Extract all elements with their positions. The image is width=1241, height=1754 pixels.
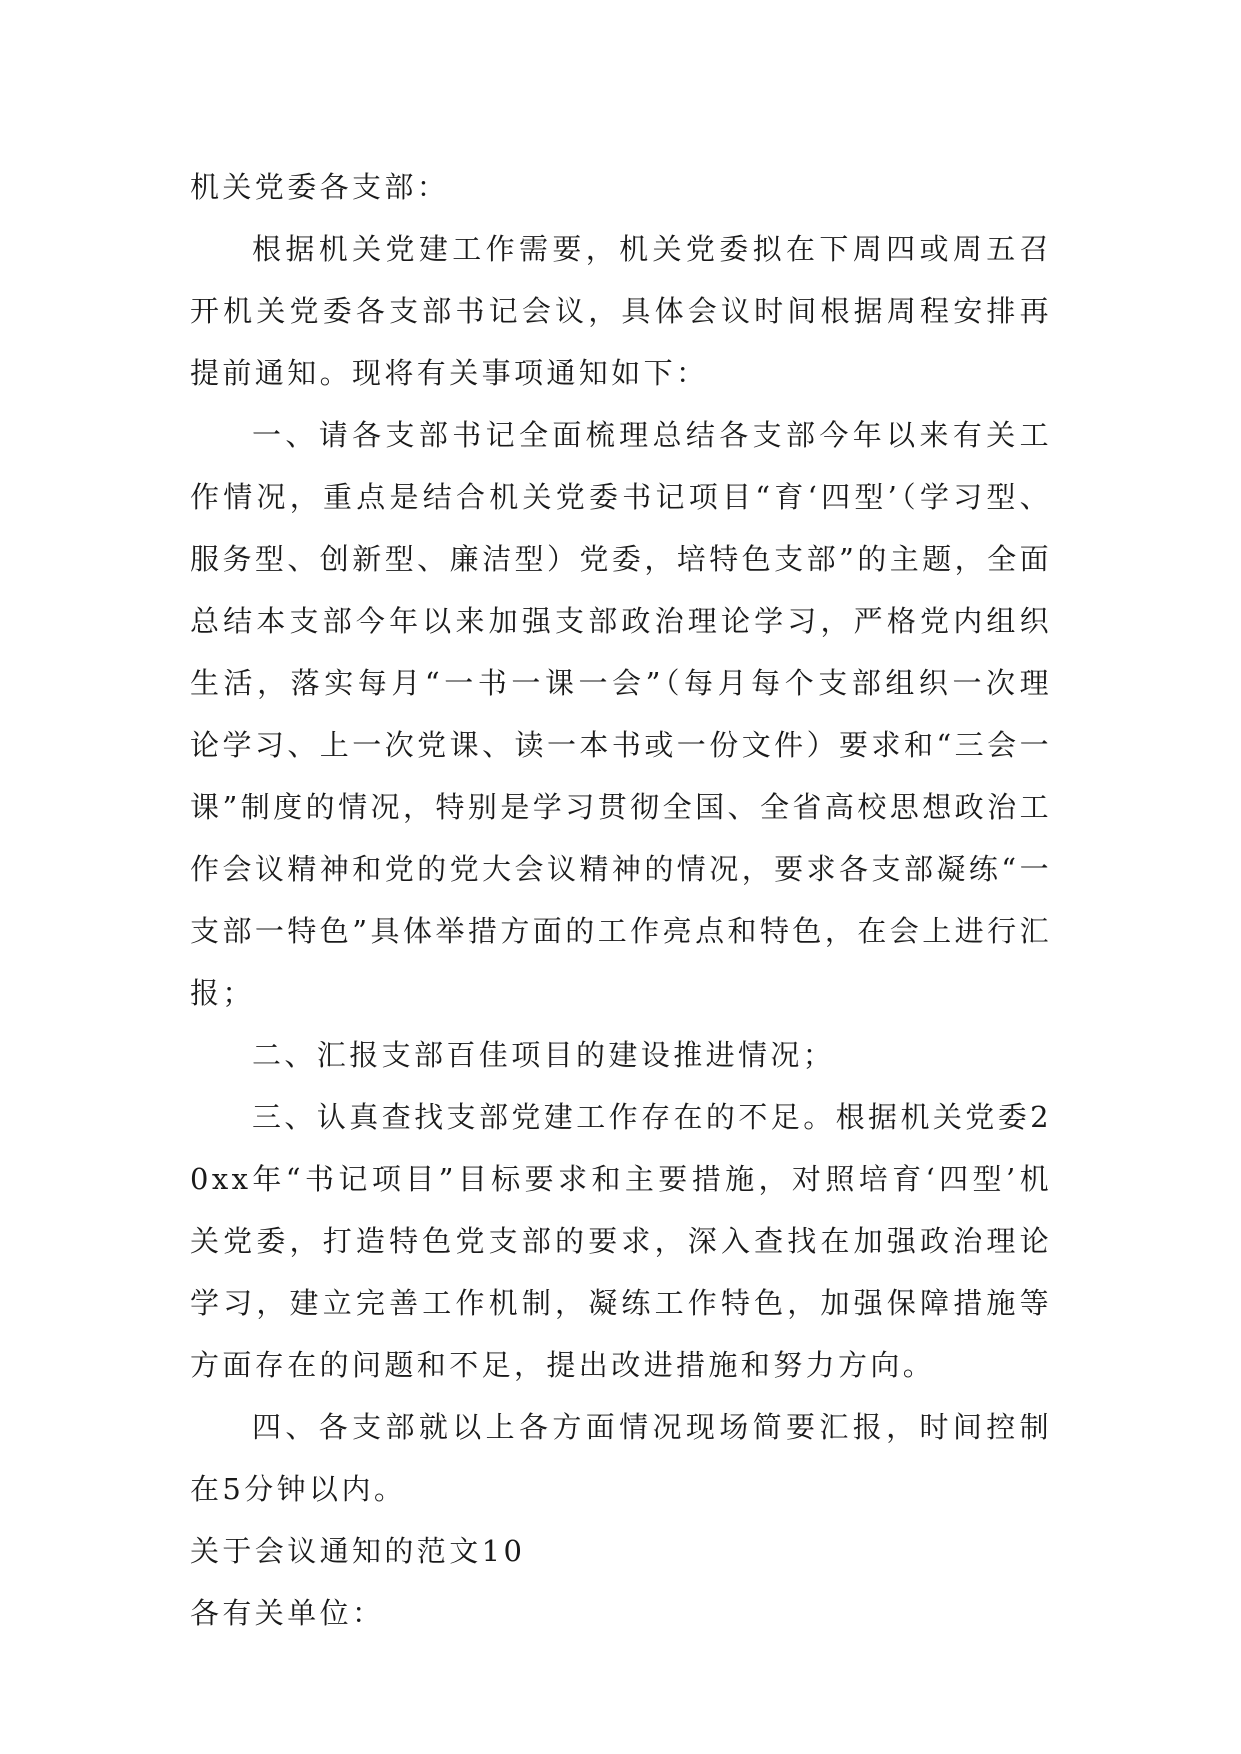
intro-paragraph: 根据机关党建工作需要，机关党委拟在下周四或周五召开机关党委各支部书记会议，具体会议时间根据周程安排再提前通知。现将有关事项通知如下：: [190, 232, 1052, 390]
next-salutation: 各有关单位：: [190, 1596, 385, 1630]
item-one-paragraph: 一、请各支部书记全面梳理总结各支部今年以来有关工作情况，重点是结合机关党委书记项目“育‘四型’（学习型、服务型、创新型、廉洁型）党委，培特色支部”的主题，全面总结本支部今年以来加强支部政治理论学习，严格党内组织生活，落实每月“一书一课一会”（每月每个支部组织一次理论学习、上一次党课、读一本书或一份文件）要求和“三会一课”制度的情况，特别是学习贯彻全国、全省高校思想政治工作会议精神和党的党大会议精神的情况，要求各支部凝练“一支部一特色”具体举措方面的工作亮点和特色，在会上进行汇报；: [190, 418, 1052, 1010]
item-two-paragraph: 二、汇报支部百佳项目的建设推进情况；: [252, 1038, 836, 1072]
item-four-paragraph: 四、各支部就以上各方面情况现场简要汇报，时间控制在5分钟以内。: [190, 1410, 1052, 1506]
document-body: [190, 156, 1052, 1644]
next-section-title: 关于会议通知的范文10: [190, 1534, 526, 1568]
item-three-paragraph: 三、认真查找支部党建工作存在的不足。根据机关党委20xx年“书记项目”目标要求和主要措施，对照培育‘四型’机关党委，打造特色党支部的要求，深入查找在加强政治理论学习，建立完善工作机制，凝练工作特色，加强保障措施等方面存在的问题和不足，提出改进措施和努力方向。: [190, 1100, 1052, 1382]
salutation: 机关党委各支部：: [190, 170, 450, 204]
